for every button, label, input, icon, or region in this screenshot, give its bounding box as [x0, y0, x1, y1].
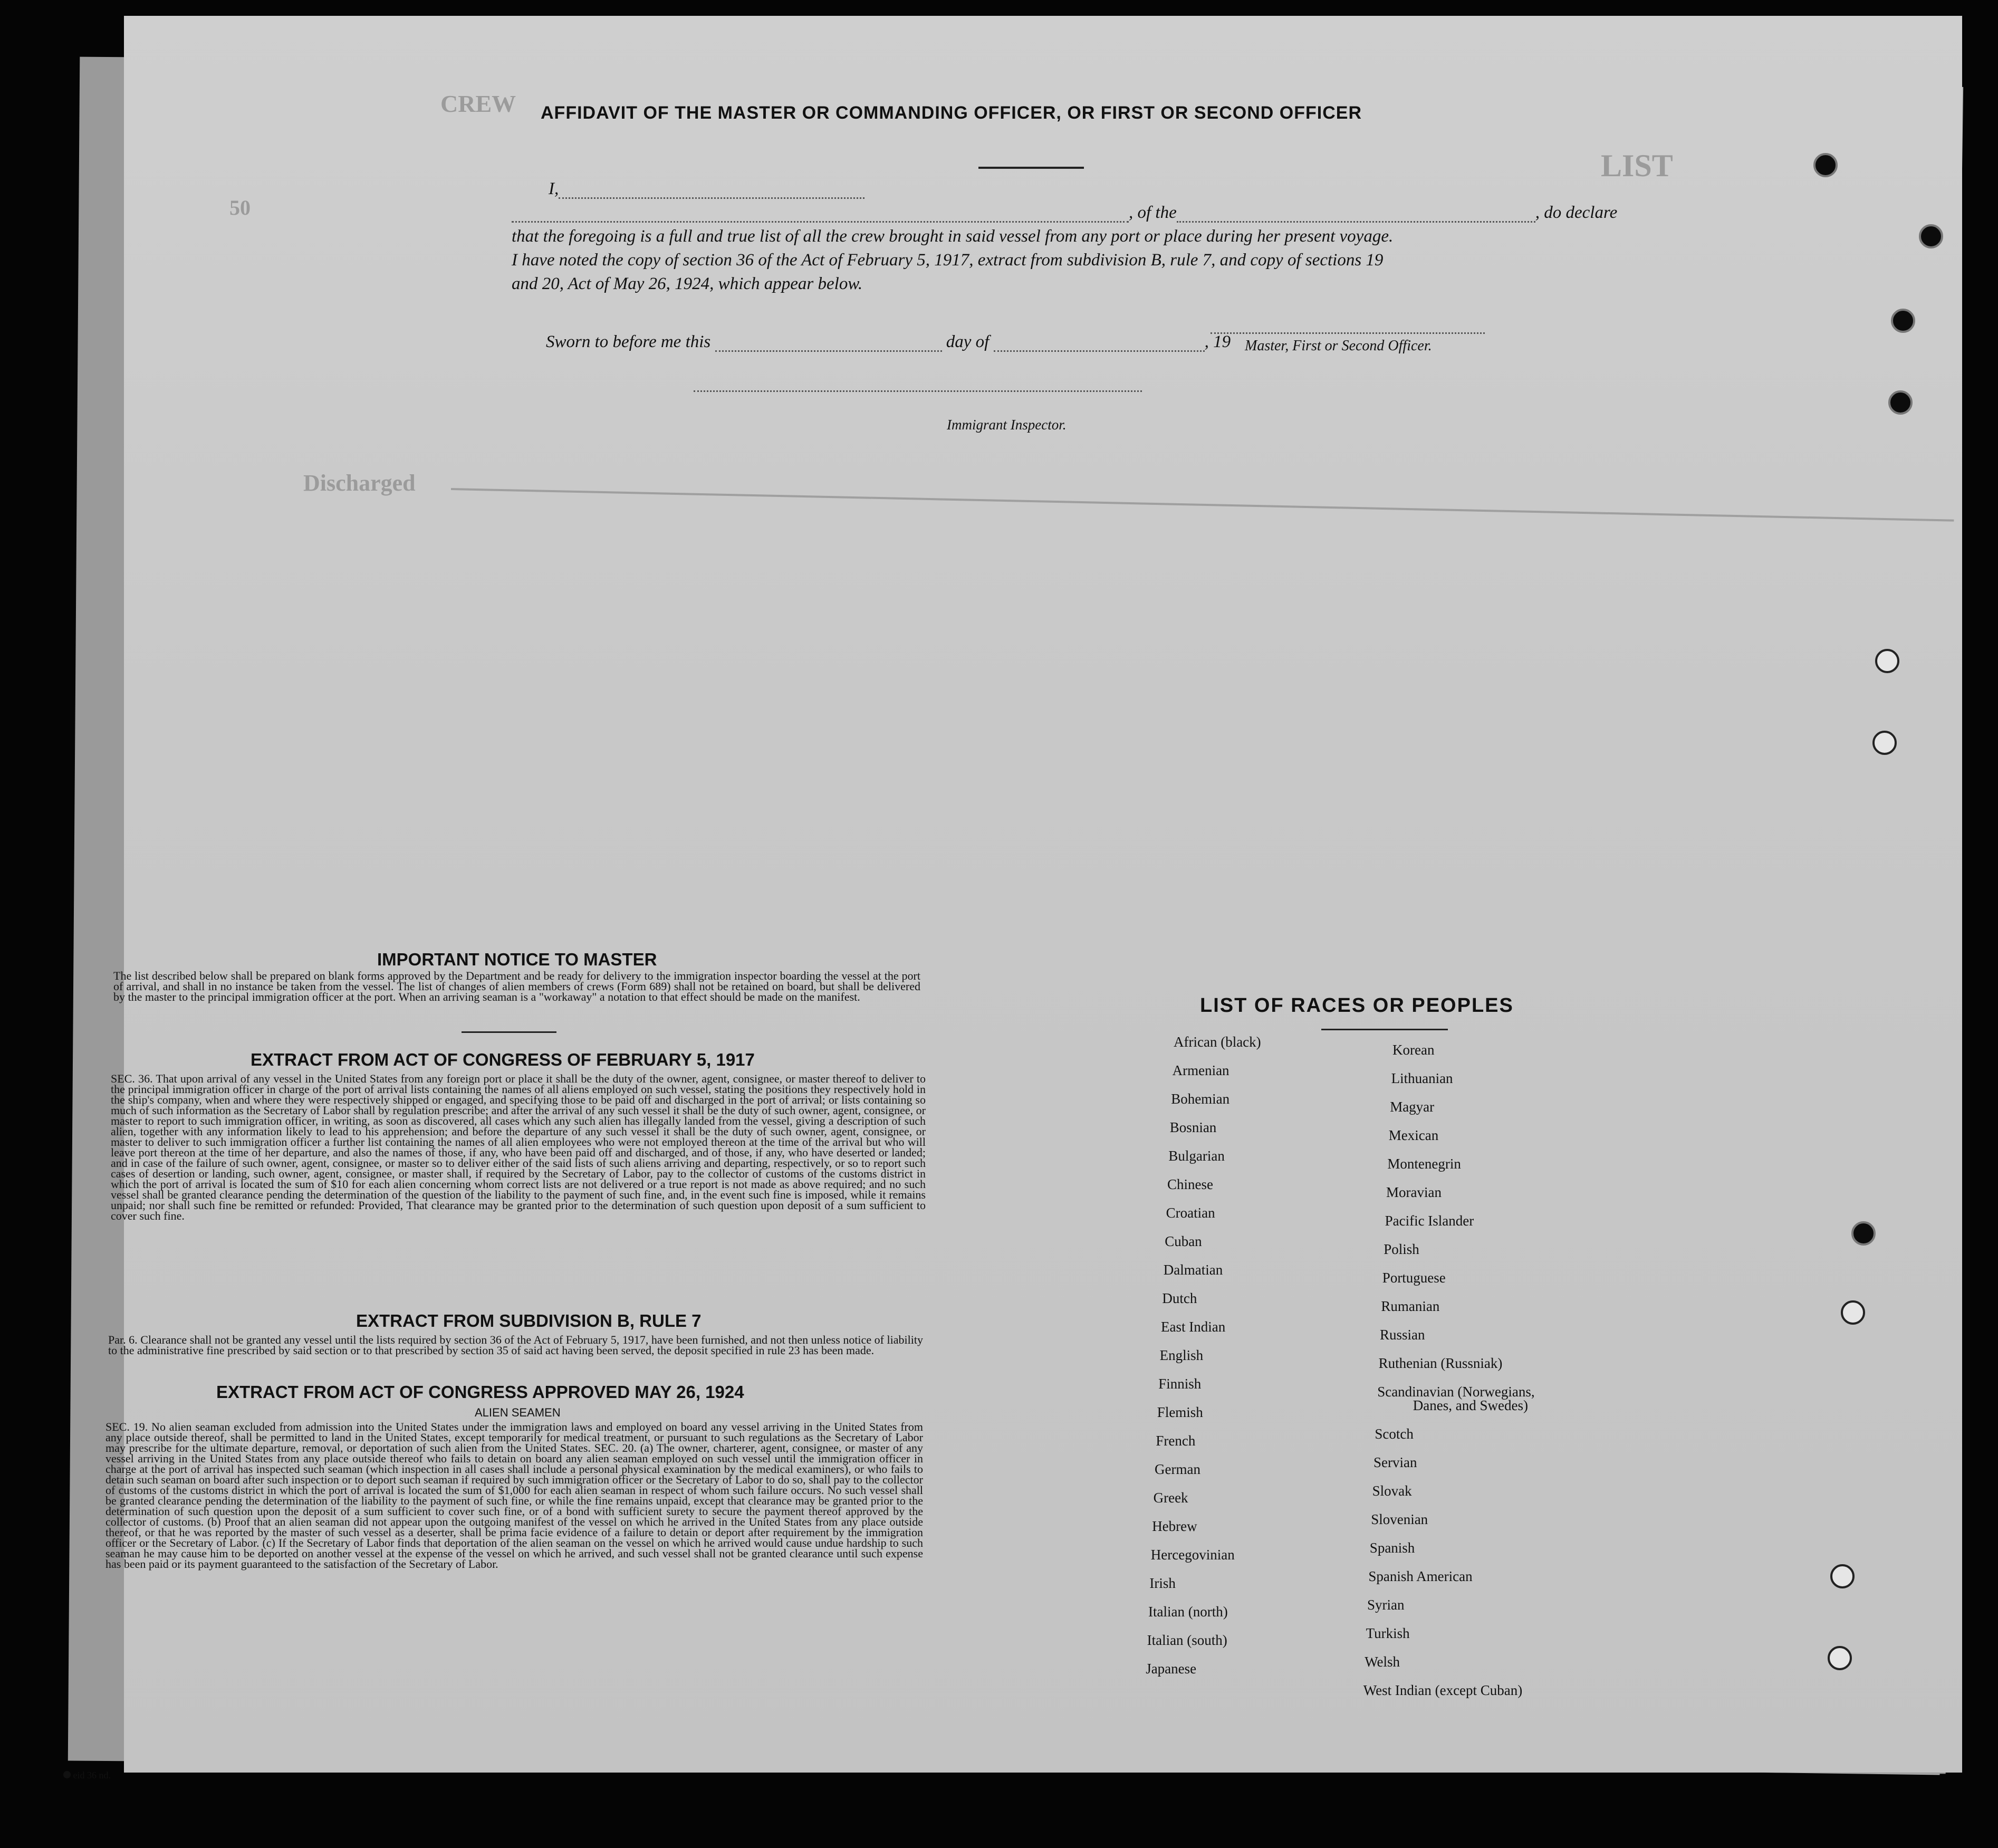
extract-1917-title: EXTRACT FROM ACT OF CONGRESS OF FEBRUARY 5, 1917	[251, 1050, 755, 1069]
signature-line	[1211, 332, 1485, 334]
rule7-title: EXTRACT FROM SUBDIVISION B, RULE 7	[356, 1311, 702, 1330]
race-item: Lithuanian	[1391, 1070, 1453, 1086]
race-item: German	[1155, 1461, 1200, 1477]
binder-hole	[1813, 153, 1838, 177]
race-item: Slovenian	[1371, 1511, 1428, 1527]
extract-1924-subtitle: ALIEN SEAMEN	[475, 1406, 561, 1419]
race-item: Bohemian	[1171, 1091, 1230, 1107]
divider	[462, 1031, 556, 1033]
affidavit-line2: that the foregoing is a full and true list of all the crew brought in said vessel from any port or place during her present voyage.	[512, 227, 1394, 246]
extract-1924-title: EXTRACT FROM ACT OF CONGRESS APPROVED MAY 26, 1924	[216, 1382, 744, 1402]
race-item: Spanish American	[1368, 1568, 1473, 1584]
inspector-line	[694, 390, 1142, 392]
race-item: Spanish	[1369, 1540, 1415, 1556]
race-item: French	[1156, 1433, 1196, 1449]
race-item: Syrian	[1367, 1597, 1405, 1613]
divider	[978, 167, 1084, 169]
race-item: Pacific Islander	[1385, 1213, 1474, 1229]
binder-hole	[1891, 309, 1915, 333]
binder-hole	[1841, 1300, 1865, 1325]
race-item: Russian	[1380, 1327, 1425, 1343]
race-item: Rumanian	[1381, 1298, 1440, 1314]
ghost-text: CREW	[440, 90, 516, 117]
race-item: Magyar	[1390, 1099, 1435, 1115]
races-title: LIST OF RACES OR PEOPLES	[1200, 994, 1514, 1017]
race-item: East Indian	[1161, 1319, 1226, 1335]
form-code: eid 36 nd.	[63, 1770, 111, 1781]
ghost-text: Discharged	[303, 470, 416, 496]
notice-title: IMPORTANT NOTICE TO MASTER	[377, 950, 657, 969]
race-item: Scotch	[1375, 1426, 1414, 1442]
binder-hole	[1919, 224, 1943, 248]
ghost-line	[451, 488, 1954, 522]
race-item: Croatian	[1166, 1205, 1215, 1221]
race-item: Mexican	[1388, 1127, 1439, 1143]
race-item: Flemish	[1157, 1404, 1203, 1420]
ghost-text: LIST	[1601, 148, 1673, 183]
affidavit-line3: I have noted the copy of section 36 of the Act of February 5, 1917, extract from subdivision B, rule 7, and copy of sections 19	[512, 251, 1384, 270]
race-item: Portuguese	[1382, 1270, 1446, 1286]
binder-hole	[1872, 731, 1897, 755]
race-item: Polish	[1384, 1241, 1419, 1257]
race-item: Greek	[1153, 1490, 1188, 1506]
divider	[1321, 1029, 1448, 1030]
race-item: Moravian	[1386, 1184, 1442, 1200]
extract-1924-body: SEC. 19. No alien seaman excluded from admission into the United States under the immigration laws and employed on board any vessel arriving in the United States from any place outside thereof, shall be permitted to land in the United States, except temporarily for medical treatment, or pursuant to such regulations as the Secretary of Labor may prescribe for the ultimate departure, removal, or deportation of such alien from the United States. SEC. 20. (a) The owner, charterer, agent, consignee, or master of any vessel arriving in the United States from any place outside thereof who fails to detain on board any alien seaman employed on such vessel until the immigration officer in charge at the port of arrival has inspected such seaman (which inspection in all cases shall include a personal physical examination by the medical examiners), or who fails to detain such seaman on board after such inspection or to deport such seaman if required by such immigration officer or the Secretary of Labor to do so, shall pay to the collector of customs of the customs district in which the port of arrival is located the sum of $1,000 for each alien seaman in respect of whom such failure occurs. No such vessel shall be granted clearance pending the determination of the liability to the payment of such fine, or while the fine remains unpaid, except that clearance may be granted prior to the determination of such question upon the deposit of a sum sufficient to cover such fine, or of a bond with sufficient surety to secure the payment thereof approved by the collector of customs. (b) Proof that an alien seaman did not appear upon the outgoing manifest of the vessel on which he arrived in the United States from any place outside thereof, or that he was reported by the master of such vessel as a deserter, shall be prima facie evidence of a failure to detain or deport after requirement by the immigration officer or the Secretary of Labor. (c) If the Secretary of Labor finds that deportation of the alien seaman on the vessel on which he arrived would cause undue hardship to such seaman he may cause him to be deported on another vessel at the expense of the vessel on which he arrived, and such vessel shall not be granted clearance until such expense has been paid or its payment guaranteed to the satisfaction of the Secretary of Labor.	[105, 1420, 923, 1571]
race-item: Welsh	[1365, 1654, 1400, 1670]
race-item: English	[1159, 1347, 1204, 1363]
race-item: Ruthenian (Russniak)	[1378, 1355, 1503, 1371]
race-item: African (black)	[1174, 1034, 1261, 1050]
binder-hole	[1830, 1564, 1855, 1588]
binder-hole	[1888, 390, 1913, 415]
rule7-body: Par. 6. Clearance shall not be granted any vessel until the lists required by section 36 of the Act of February 5, 1917, have been furnished, and not then unless notice of liability to the administrative fine prescribed by said section or to that prescribed by section 35 of said act having been served, the deposit specified in rule 23 has been made.	[108, 1333, 923, 1357]
race-item: Korean	[1392, 1042, 1435, 1058]
inspector-label: Immigrant Inspector.	[947, 417, 1067, 433]
race-item: Armenian	[1172, 1062, 1229, 1078]
race-item: Italian (north)	[1148, 1604, 1228, 1620]
race-item: Hebrew	[1152, 1518, 1197, 1534]
race-item: Scandinavian (Norwegians,	[1377, 1384, 1535, 1400]
race-item: Slovak	[1372, 1483, 1412, 1499]
race-item: Dalmatian	[1163, 1262, 1223, 1278]
binder-hole	[1851, 1221, 1876, 1246]
race-item: Finnish	[1158, 1376, 1202, 1392]
race-item: Hercegovinian	[1150, 1547, 1235, 1563]
notice-body: The list described below shall be prepared on blank forms approved by the Department and be ready for delivery to the immigration inspector boarding the vessel at the port of arrival, and shall in no instance be taken from the vessel. The list of changes of alien members of crews (Form 689) shall not be retained on board, but shall be delivered by the master to the principal immigration officer at the port. When an arriving seaman is a "workaway" a notation to that effect should be made on the manifest.	[113, 969, 920, 1003]
race-item: Servian	[1373, 1454, 1417, 1470]
race-item: Chinese	[1167, 1176, 1213, 1192]
race-item: West Indian (except Cuban)	[1363, 1682, 1523, 1698]
affidavit-line-of: , of the , do declare	[512, 203, 1617, 223]
bullet-icon	[63, 1771, 71, 1778]
race-item: Bosnian	[1169, 1119, 1217, 1135]
race-item: Turkish	[1366, 1625, 1410, 1641]
master-signature-label: Master, First or Second Officer.	[1245, 338, 1432, 354]
race-item: Cuban	[1165, 1233, 1202, 1249]
document-page	[73, 16, 1962, 1780]
binder-hole	[1828, 1646, 1852, 1670]
ghost-text: 50	[229, 196, 251, 219]
race-item: Italian (south)	[1147, 1632, 1227, 1648]
race-item: Irish	[1149, 1575, 1176, 1591]
race-item: Danes, and Swedes)	[1413, 1397, 1528, 1413]
race-item: Japanese	[1146, 1661, 1197, 1677]
affidavit-line4: and 20, Act of May 26, 1924, which appear below.	[512, 274, 863, 293]
binder-hole	[1875, 649, 1899, 673]
sworn-line: Sworn to before me this day of , 19	[546, 332, 1231, 351]
affidavit-line-i: I,	[549, 179, 864, 199]
race-item: Montenegrin	[1387, 1156, 1461, 1172]
race-item: Dutch	[1162, 1290, 1197, 1306]
extract-1917-body: SEC. 36. That upon arrival of any vessel in the United States from any foreign port or place it shall be the duty of the owner, agent, consignee, or master thereof to deliver to the principal immigration officer in charge of the port of arrival lists containing the names of all aliens employed on such vessel, stating the positions they respectively hold in the ship's company, when and where they were respectively shipped or engaged, and specifying those to be paid off and discharged in the port of arrival; or lists containing so much of such information as the Secretary of Labor shall by regulation prescribe; and after the arrival of any such vessel it shall be the duty of such owner, agent, consignee, or master to report to such immigration officer, in writing, as soon as discovered, all cases which any such alien has illegally landed from the vessel, giving a description of such alien, together with any information likely to lead to his apprehension; and before the departure of any such vessel it shall be the duty of such owner, agent, consignee, or master to deliver to such immigration officer a further list containing the names of all alien employees who were not employed thereon at the time of the arrival but who will leave port thereon at the time of her departure, and also the names of those, if any, who have been paid off and discharged, and of those, if any, who have deserted or landed; and in case of the failure of such owner, agent, consignee, or master so to deliver either of the said lists of such aliens arriving and departing, respectively, or so to report such cases of desertion or landing, such owner, agent, consignee, or master shall, if required by the Secretary of Labor, pay to the collector of customs of the customs district in which the port of arrival is located the sum of $10 for each alien concerning whom correct lists are not delivered or a true report is not made as above required; and no such vessel shall be granted clearance pending the determination of the question of the liability to the payment of such fine, and, in the event such fine is imposed, while it remains unpaid; nor shall such fine be remitted or refunded: Provided, That clearance may be granted prior to the determination of such question upon deposit of a sum sufficient to cover such fine.	[111, 1072, 926, 1222]
race-item: Bulgarian	[1168, 1148, 1225, 1164]
affidavit-title: AFFIDAVIT OF THE MASTER OR COMMANDING OFFICER, OR FIRST OR SECOND OFFICER	[541, 103, 1362, 123]
